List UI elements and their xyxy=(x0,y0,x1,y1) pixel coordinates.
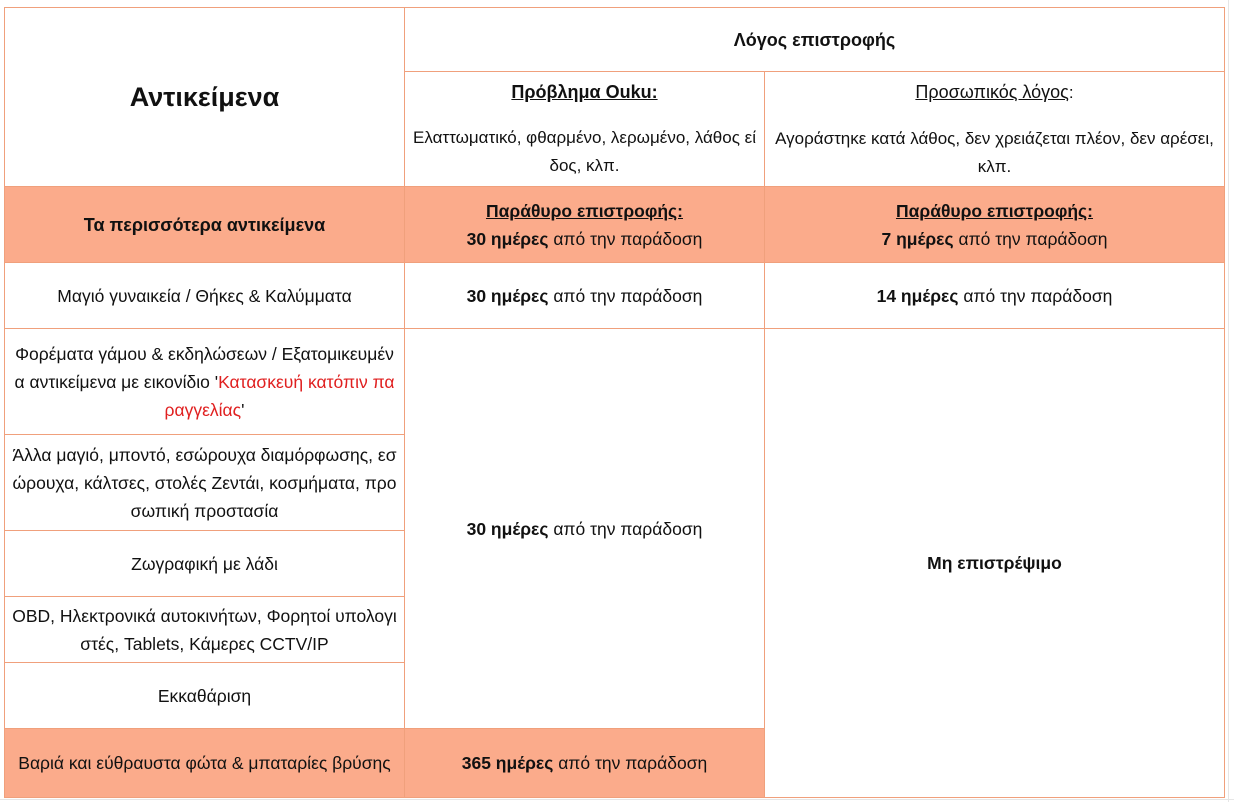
row-heavy-problem[interactable] xyxy=(404,728,765,798)
problem-ouku-title: Πρόβλημα Ouku: xyxy=(511,82,658,102)
row-swimwear-text: Μαγιό γυναικεία / Θήκες & Καλύμματα xyxy=(57,285,352,306)
group-problem-window[interactable] xyxy=(404,328,765,729)
problem-window-days: 30 ημέρες xyxy=(466,228,549,249)
swimwear-problem-days: 30 ημέρες xyxy=(466,285,549,306)
wedding-text-end: ' xyxy=(241,399,245,420)
problem-window-rest: από την παράδοση xyxy=(548,228,703,249)
problem-ouku-header[interactable] xyxy=(404,71,765,187)
made-to-order-label: Κατασκευή κατόπιν παραγγελίας xyxy=(164,371,395,420)
personal-reason-description: Αγοράστηκε κατά λάθος, δεν χρειάζεται πλέον, δεν αρέσει, κλπ. xyxy=(775,128,1214,176)
row-heavy-text: Βαριά και εύθραυστα φώτα & μπαταρίες βρύσης xyxy=(18,753,391,773)
wedding-text: Φορέματα γάμου & εκδηλώσεων / Εξατομικευμένα αντικείμενα με εικονίδιο ' xyxy=(14,343,394,392)
return-policy-table xyxy=(4,7,1225,798)
row-other-swimwear-label[interactable] xyxy=(4,434,405,531)
problem-window-title: Παράθυρο επιστροφής: xyxy=(485,200,683,221)
personal-reason-title: Προσωπικός λόγος xyxy=(915,81,1069,102)
personal-reason-colon: : xyxy=(1068,82,1074,102)
return-reason-label: Λόγος επιστροφής xyxy=(733,29,896,50)
row-clearance-text: Εκκαθάριση xyxy=(157,685,252,706)
row-electronics-text: OBD, Ηλεκτρονικά αυτοκινήτων, Φορητοί υπολογιστές, Tablets, Κάμερες CCTV/IP xyxy=(12,605,397,654)
non-returnable-cell[interactable] xyxy=(764,328,1225,798)
row-swimwear-personal[interactable] xyxy=(764,262,1225,329)
swimwear-personal-days: 14 ημέρες xyxy=(876,285,959,306)
swimwear-problem-rest: από την παράδοση xyxy=(548,285,703,306)
items-title: Αντικείμενα xyxy=(129,82,280,112)
row-most-items-personal[interactable] xyxy=(764,186,1225,263)
heavy-problem-days: 365 ημέρες xyxy=(461,753,554,773)
row-swimwear-problem[interactable] xyxy=(404,262,765,329)
swimwear-personal-rest: από την παράδοση xyxy=(958,285,1113,306)
personal-reason-header[interactable] xyxy=(764,71,1225,187)
row-clearance-label[interactable] xyxy=(4,662,405,729)
group-problem-rest: από την παράδοση xyxy=(548,519,703,539)
non-returnable-label: Μη επιστρέψιμο xyxy=(927,553,1062,573)
problem-ouku-description: Ελαττωματικό, φθαρμένο, λερωμένο, λάθος είδος, κλπ. xyxy=(413,128,756,175)
row-wedding-label[interactable] xyxy=(4,328,405,435)
heavy-problem-rest: από την παράδοση xyxy=(553,753,708,773)
row-electronics-label[interactable] xyxy=(4,596,405,663)
row-other-swimwear-text: Άλλα μαγιό, μποντό, εσώρουχα διαμόρφωσης, εσώρουχα, κάλτσες, στολές Ζεντάι, κοσμήματα, προσωπική προστασία xyxy=(12,444,397,521)
personal-window-rest: από την παράδοση xyxy=(953,228,1108,249)
row-oil-painting-text: Ζωγραφική με λάδι xyxy=(131,553,278,574)
group-problem-days: 30 ημέρες xyxy=(466,519,549,539)
return-reason-header[interactable] xyxy=(404,7,1225,72)
row-swimwear-label[interactable] xyxy=(4,262,405,329)
row-most-items-problem[interactable] xyxy=(404,186,765,263)
items-header[interactable] xyxy=(4,7,405,187)
row-oil-painting-label[interactable] xyxy=(4,530,405,597)
personal-window-days: 7 ημέρες xyxy=(881,228,954,249)
row-most-items-label[interactable] xyxy=(4,186,405,263)
personal-window-title: Παράθυρο επιστροφής: xyxy=(895,200,1093,221)
row-heavy-label[interactable] xyxy=(4,728,405,798)
row-most-items-text: Τα περισσότερα αντικείμενα xyxy=(83,214,326,235)
